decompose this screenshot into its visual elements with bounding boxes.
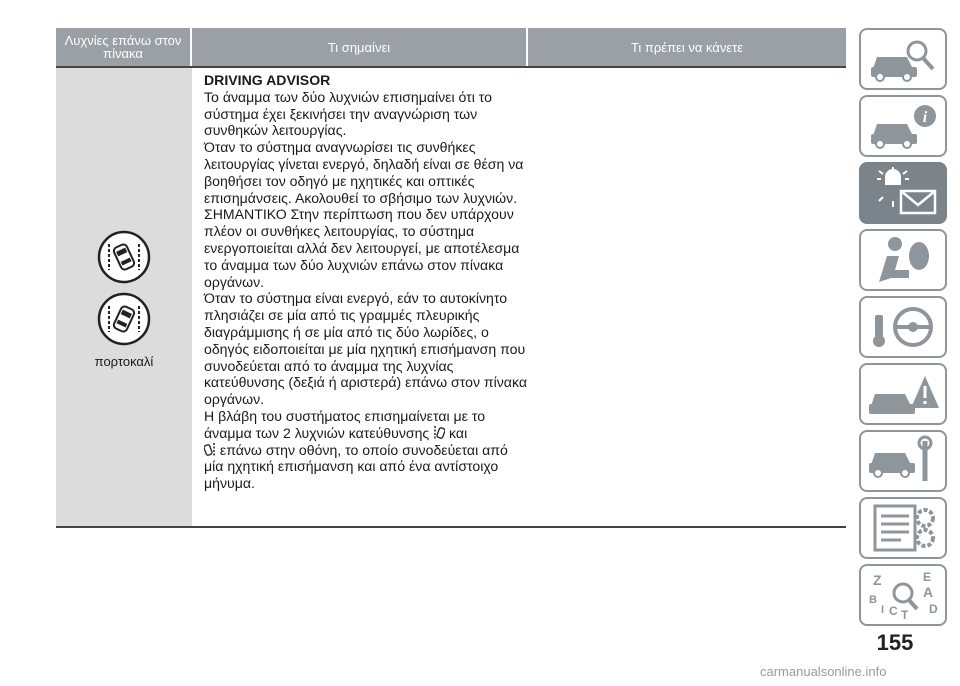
svg-text:i: i [922,109,928,126]
tab-safety[interactable] [859,229,947,291]
airbag-passenger-icon [865,234,943,286]
page-number: 155 [876,630,914,655]
paragraph-2: Όταν το σύστημα αναγνωρίσει τις συνθήκες λειτουργίας γίνεται ενεργό, δηλαδή είναι σε θέση να βοηθήσει τον οδηγό με ηχητικές και οπτικές επισημάνσεις. Ακολουθεί το σβήσιμο των λυχνιών. [204,139,524,206]
table-row [56,68,846,526]
meaning-cell [192,68,528,526]
index-letter-z: Z [873,572,882,588]
paragraph-3: ΣΗΜΑΝΤΙΚΟ Στην περίπτωση που δεν υπάρχουν πλέον οι συνθήκες λειτουργίας, το σύστημα ενεργοποιείται αλλά δεν λειτουργεί, με αποτέλεσμα το άναμμα των δύο λυχνιών επάνω στον πίνακα οργάνων. [204,206,520,290]
car-emergency-icon [865,368,943,420]
header-action: Τι πρέπει να κάνετε [528,28,846,66]
alphabetical-index-icon [865,569,943,621]
index-letter-t: T [901,608,909,621]
action-cell [528,68,846,526]
lamp-color-label: πορτοκαλί [94,354,154,369]
header-meaning: Τι σημαίνει [192,28,528,66]
lane-left-inline-icon [204,442,216,458]
lane-right-inline-icon [433,425,445,441]
index-letter-a: A [923,584,934,600]
tab-car-info[interactable] [859,95,947,157]
index-letter-i: I [881,604,885,616]
car-tools-icon [865,435,943,487]
tab-starting-driving[interactable] [859,296,947,358]
lamp-cell [56,68,192,526]
paragraph-1: Το άναμμα των δύο λυχνιών επισημαίνει ότι το σύστημα έχει ξεκινήσει την αναγνώριση των συνθηκών λειτουργίας. [204,88,492,139]
fault-text-2: και [449,424,468,441]
table-bottom-divider [56,526,846,528]
tab-index[interactable] [859,564,947,626]
index-letter-d: D [929,602,938,616]
section-title: DRIVING ADVISOR [204,72,331,88]
car-search-icon [865,33,943,85]
index-letter-e: E [923,570,932,584]
tab-warning-lamps[interactable] [859,162,947,224]
index-letter-c: C [889,604,898,618]
paragraph-4: Όταν το σύστημα είναι ενεργό, εάν το αυτοκίνητο πλησιάζει σε μία από τις γραμμές πλευρικής διαγράμμισης ή σε μία από τις δύο λωρίδες, ο οδηγός ειδοποιείται με μία ηχητική επισήμανση που συνοδεύεται από το άναμμα της λυχνίας κατεύθυνσης (δεξιά ή αριστερά) επάνω στον πίνακα οργάνων. [204,290,527,408]
technical-data-icon [865,502,943,554]
car-info-icon [865,100,943,152]
tab-technical-data[interactable] [859,497,947,559]
lane-departure-left-icon [97,230,151,284]
tab-servicing[interactable] [859,430,947,492]
warning-lamp-message-icon [865,167,943,219]
table-header [56,28,846,66]
tab-car-search[interactable] [859,28,947,90]
lane-departure-right-icon [97,292,151,346]
tab-emergency[interactable] [859,363,947,425]
paragraph-5 [204,408,528,492]
index-letter-b: B [869,594,877,606]
fault-text-1: Η βλάβη του συστήματος επισημαίνεται με το άναμμα των 2 λυχνιών κατεύθυνσης [204,407,486,441]
steering-key-icon [865,301,943,353]
fault-text-3: επάνω στην οθόνη, το οποίο συνοδεύεται από μία ηχητική επισήμανση και από ένα αντίστοιχο μήνυμα. [204,441,508,492]
watermark: carmanualsonline.info [760,664,887,679]
header-lamps: Λυχνίες επάνω στον πίνακα [56,28,192,66]
